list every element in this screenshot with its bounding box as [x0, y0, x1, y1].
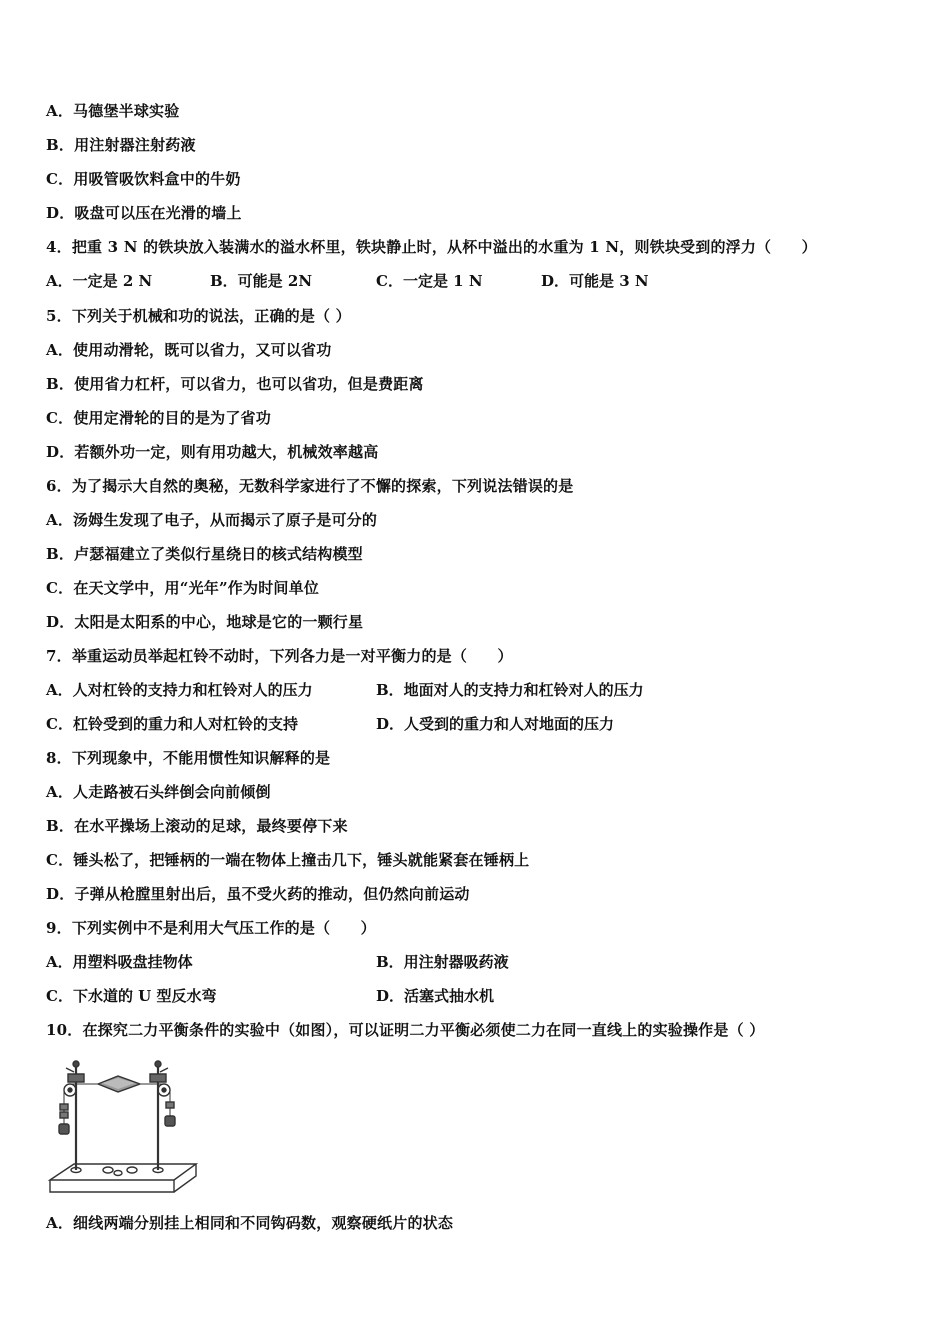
- q7-option-a: A．人对杠铃的支持力和杠铃对人的压力: [46, 681, 313, 699]
- q6-option-a: A．汤姆生发现了电子，从而揭示了原子是可分的: [46, 511, 378, 529]
- q4-option-c: C．一定是 1 N: [376, 272, 483, 290]
- q6-option-d: D．太阳是太阳系的中心，地球是它的一颗行星: [46, 613, 364, 631]
- q8-option-d: D．子弹从枪膛里射出后，虽不受火药的推动，但仍然向前运动: [46, 885, 470, 903]
- q4-option-b: B．可能是 2N: [210, 272, 313, 290]
- q9-option-c: C．下水道的 U 型反水弯: [46, 987, 217, 1005]
- q8-stem: 8．下列现象中，不能用惯性知识解释的是: [46, 749, 331, 767]
- q4-option-a: A．一定是 2 N: [46, 272, 153, 290]
- q5-option-a: A．使用动滑轮，既可以省力，又可以省功: [46, 341, 332, 359]
- q6-option-c: C．在天文学中，用“光年”作为时间单位: [46, 579, 319, 597]
- q3-option-b: B．用注射器注射药液: [46, 136, 196, 154]
- q10-stem: 10．在探究二力平衡条件的实验中（如图），可以证明二力平衡必须使二力在同一直线上的实验操作是（ ）: [46, 1021, 765, 1039]
- q5-option-b: B．使用省力杠杆，可以省力，也可以省功，但是费距离: [46, 375, 424, 393]
- q3-option-d: D．吸盘可以压在光滑的墙上: [46, 204, 242, 222]
- q6-stem: 6．为了揭示大自然的奥秘，无数科学家进行了不懈的探索，下列说法错误的是: [46, 477, 574, 495]
- q8-option-c: C．锤头松了，把锤柄的一端在物体上撞击几下，锤头就能紧套在锤柄上: [46, 851, 530, 869]
- q6-option-b: B．卢瑟福建立了类似行星绕日的核式结构模型: [46, 545, 363, 563]
- q9-option-b: B．用注射器吸药液: [376, 953, 509, 971]
- q7-option-c: C．杠铃受到的重力和人对杠铃的支持: [46, 715, 298, 733]
- q3-option-c: C．用吸管吸饮料盒中的牛奶: [46, 170, 241, 188]
- q9-stem: 9．下列实例中不是利用大气压工作的是（ ）: [46, 919, 376, 937]
- q8-option-b: B．在水平操场上滚动的足球，最终要停下来: [46, 817, 348, 835]
- q8-option-a: A．人走路被石头绊倒会向前倾倒: [46, 783, 271, 801]
- q10-option-a: A．细线两端分别挂上相同和不同钩码数，观察硬纸片的状态: [46, 1214, 454, 1232]
- q3-option-a: A．马德堡半球实验: [46, 102, 180, 120]
- q9-option-d: D．活塞式抽水机: [376, 987, 495, 1005]
- q7-stem: 7．举重运动员举起杠铃不动时，下列各力是一对平衡力的是（ ）: [46, 647, 513, 665]
- balance-apparatus-figure: [46, 1052, 198, 1200]
- q9-option-a: A．用塑料吸盘挂物体: [46, 953, 193, 971]
- q5-option-c: C．使用定滑轮的目的是为了省功: [46, 409, 271, 427]
- q7-option-d: D．人受到的重力和人对地面的压力: [376, 715, 615, 733]
- q7-option-b: B．地面对人的支持力和杠铃对人的压力: [376, 681, 644, 699]
- q4-option-d: D．可能是 3 N: [541, 272, 649, 290]
- q4-stem: 4．把重 3 N 的铁块放入装满水的溢水杯里，铁块静止时，从杯中溢出的水重为 1 N，则铁块受到的浮力（ ）: [46, 238, 817, 256]
- q5-option-d: D．若额外功一定，则有用功越大，机械效率越高: [46, 443, 379, 461]
- q5-stem: 5．下列关于机械和功的说法，正确的是（ ）: [46, 307, 351, 325]
